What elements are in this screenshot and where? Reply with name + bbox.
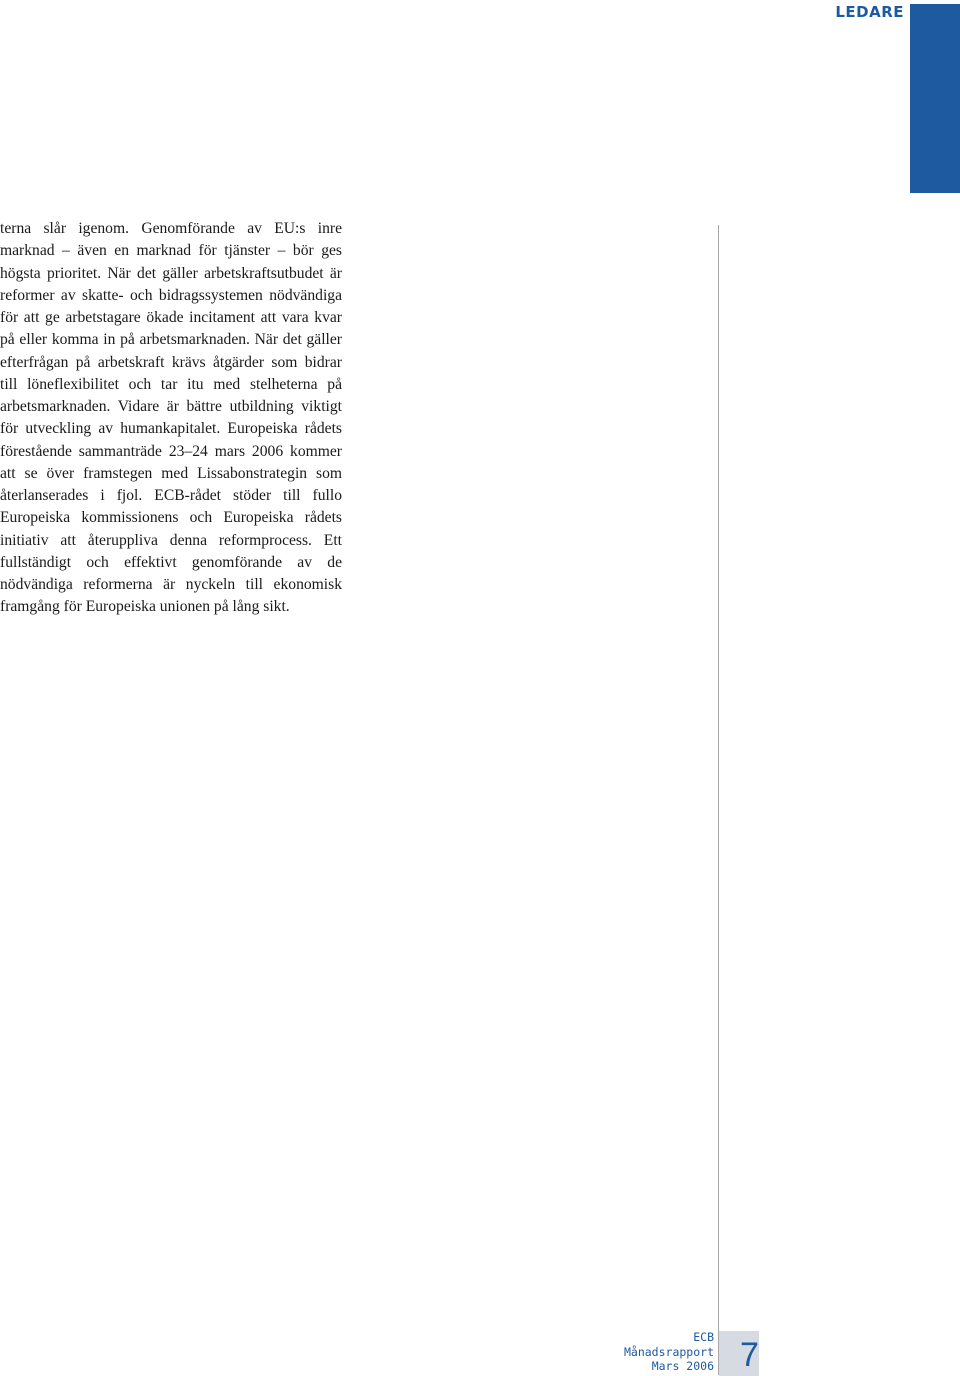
page-number: 7 bbox=[740, 1336, 759, 1374]
section-label: LEDARE bbox=[835, 3, 904, 21]
column-divider bbox=[718, 225, 719, 1375]
footer-publisher: ECB bbox=[693, 1330, 714, 1344]
footer-publication-info bbox=[624, 1330, 714, 1374]
footer-publication: Månadsrapport bbox=[623, 1344, 714, 1359]
section-tab-block bbox=[910, 4, 960, 193]
body-paragraph: terna slår igenom. Genomförande av EU:s inre marknad – även en marknad för tjänster – bör ges högsta prioritet. När det gäller arbetskraftsutbudet är reformer av skatte- och bidragssystemen nödvändiga för att ge arbetstagare ökade incitament att vara kvar på eller komma in på arbetsmarknaden. När det gäller efterfrågan på arbetskraft krävs åtgärder som bidrar till löneflexibilitet och tar itu med stelheterna på arbetsmarknaden. Vidare är bättre utbildning viktigt för utveckling av humankapitalet. Europeiska rådets förestående sammanträde 23–24 mars 2006 kommer att se över framstegen med Lissabonstrategin som återlanserades i fjol. ECB-rådet stöder till fullo Europeiska kommissionens och Europeiska rådets initiativ att återuppliva denna reformprocess. Ett fullständigt och effektivt genomförande av de nödvändiga reformerna är nyckeln till ekonomisk framgång för Europeiska unionen på lång sikt. bbox=[0, 220, 342, 616]
footer-issue: Mars 2006 bbox=[651, 1359, 714, 1373]
